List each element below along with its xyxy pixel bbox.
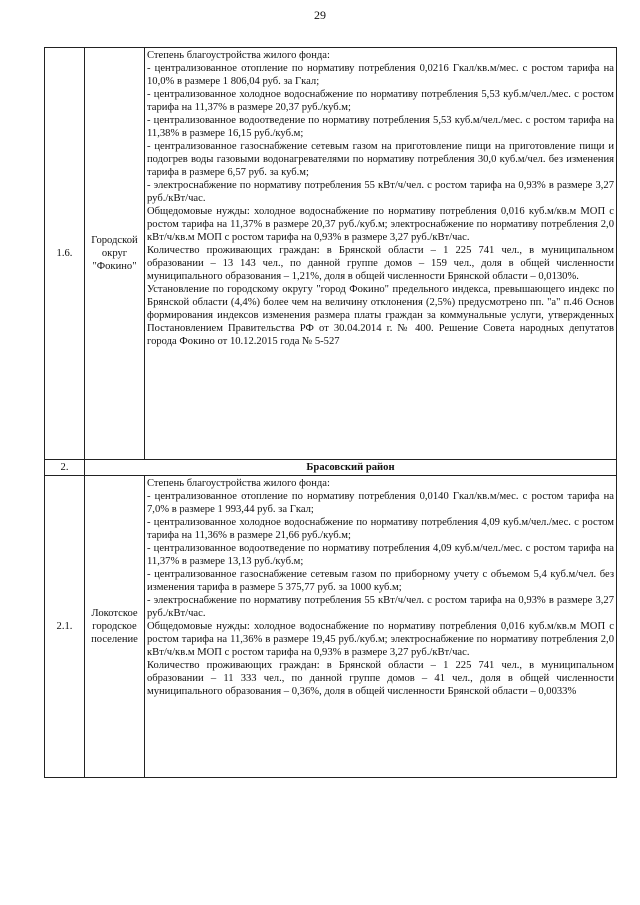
- paragraph: - электроснабжение по нормативу потребления 55 кВт/ч/чел. с ростом тарифа на 0,93% в размере 3,27 руб./кВт/час.: [147, 180, 614, 204]
- paragraph: Количество проживающих граждан: в Брянской области – 1 225 741 чел., в муниципальном образовании – 11 333 чел., по данной группе домов – 41 чел., доля в общей численности муниципального образования – 0,36%, доля в общей численности Брянской области – 0,0033%: [147, 660, 614, 697]
- description-cell: [145, 476, 617, 778]
- paragraph: - централизованное водоотведение по нормативу потребления 4,09 куб.м/чел./мес. с ростом тарифа на 11,37% в размере 13,13 руб./куб.м;: [147, 543, 614, 567]
- tariff-table: [44, 47, 617, 778]
- row-number: 1.6.: [45, 48, 85, 460]
- table-row: [45, 48, 617, 460]
- section-title: Брасовский район: [85, 460, 617, 476]
- page-number: 29: [314, 8, 326, 22]
- paragraph: Общедомовые нужды: холодное водоснабжение по нормативу потребления 0,016 куб.м/кв.м МОП с ростом тарифа на 11,36% в размере 19,45 руб./куб.м; электроснабжение по нормативу потребления 2,0 кВт/ч/кв.м МОП с ростом тарифа на 0,93% в размере 3,27 руб./кВт/час.: [147, 621, 614, 658]
- paragraph: - электроснабжение по нормативу потребления 55 кВт/ч/чел. с ростом тарифа на 0,93% в размере 3,27 руб./кВт/час.: [147, 595, 614, 619]
- paragraph: - централизованное холодное водоснабжение по нормативу потребления 5,53 куб.м/чел./мес. с ростом тарифа на 11,37% в размере 20,37 руб./куб.м;: [147, 89, 614, 113]
- paragraph: - централизованное газоснабжение сетевым газом по приборному учету с объемом 5,4 куб.м/чел. без изменения тарифа в размере 5 375,77 руб. за 1000 куб.м;: [147, 569, 614, 593]
- paragraph: Количество проживающих граждан: в Брянской области – 1 225 741 чел., в муниципальном образовании – 13 143 чел., по данной группе домов – 159 чел., доля в общей численности муниципального образования – 1,21%, доля в общей численности Брянской области – 0,0130%.: [147, 245, 614, 282]
- municipality-name: Городской округ "Фокино": [85, 48, 145, 460]
- paragraph: Общедомовые нужды: холодное водоснабжение по нормативу потребления 0,016 куб.м/кв.м МОП с ростом тарифа на 11,37% в размере 20,37 руб./куб.м; электроснабжение по нормативу потребления 2,0 кВт/ч/кв.м МОП с ростом тарифа на 0,93% в размере 3,27 руб./кВт/час.: [147, 206, 614, 243]
- section-number: 2.: [45, 460, 85, 476]
- paragraph: - централизованное газоснабжение сетевым газом на приготовление пищи на приготовление пищи и подогрев воды газовыми водонагревателями по нормативу потребления 30,0 куб.м/чел. без изменения тарифа в размере 6,57 руб. за куб.м;: [147, 141, 614, 178]
- paragraph: - централизованное отопление по нормативу потребления 0,0140 Гкал/кв.м/мес. с ростом тарифа на 7,0% в размере 1 993,44 руб. за Гкал;: [147, 491, 614, 515]
- table-row: [45, 476, 617, 778]
- description-cell: [145, 48, 617, 460]
- paragraph: Степень благоустройства жилого фонда:: [147, 478, 330, 489]
- paragraph: Установление по городскому округу "город Фокино" предельного индекса, превышающего индекс по Брянской области (4,4%) более чем на величину отклонения (2,5%) предусмотрено пп. "а" п.46 Основ формирования индексов изменения размера платы граждан за коммунальные услуги, утвержденных Постановлением Правительства РФ от 30.04.2014 г. № 400. Решение Совета народных депутатов города Фокино от 10.12.2015 года № 5-527: [147, 284, 614, 347]
- paragraph: - централизованное водоотведение по нормативу потребления 5,53 куб.м/чел./мес. с ростом тарифа на 11,38% в размере 16,15 руб./куб.м;: [147, 115, 614, 139]
- paragraph: - централизованное холодное водоснабжение по нормативу потребления 4,09 куб.м/чел./мес. с ростом тарифа на 11,36% в размере 21,66 руб./куб.м;: [147, 517, 614, 541]
- row-number: 2.1.: [45, 476, 85, 778]
- paragraph: Степень благоустройства жилого фонда:: [147, 50, 330, 61]
- municipality-name: Локотское городское поселение: [85, 476, 145, 778]
- paragraph: - централизованное отопление по нормативу потребления 0,0216 Гкал/кв.м/мес. с ростом тарифа на 10,0% в размере 1 806,04 руб. за Гкал;: [147, 63, 614, 87]
- section-row: [45, 460, 617, 476]
